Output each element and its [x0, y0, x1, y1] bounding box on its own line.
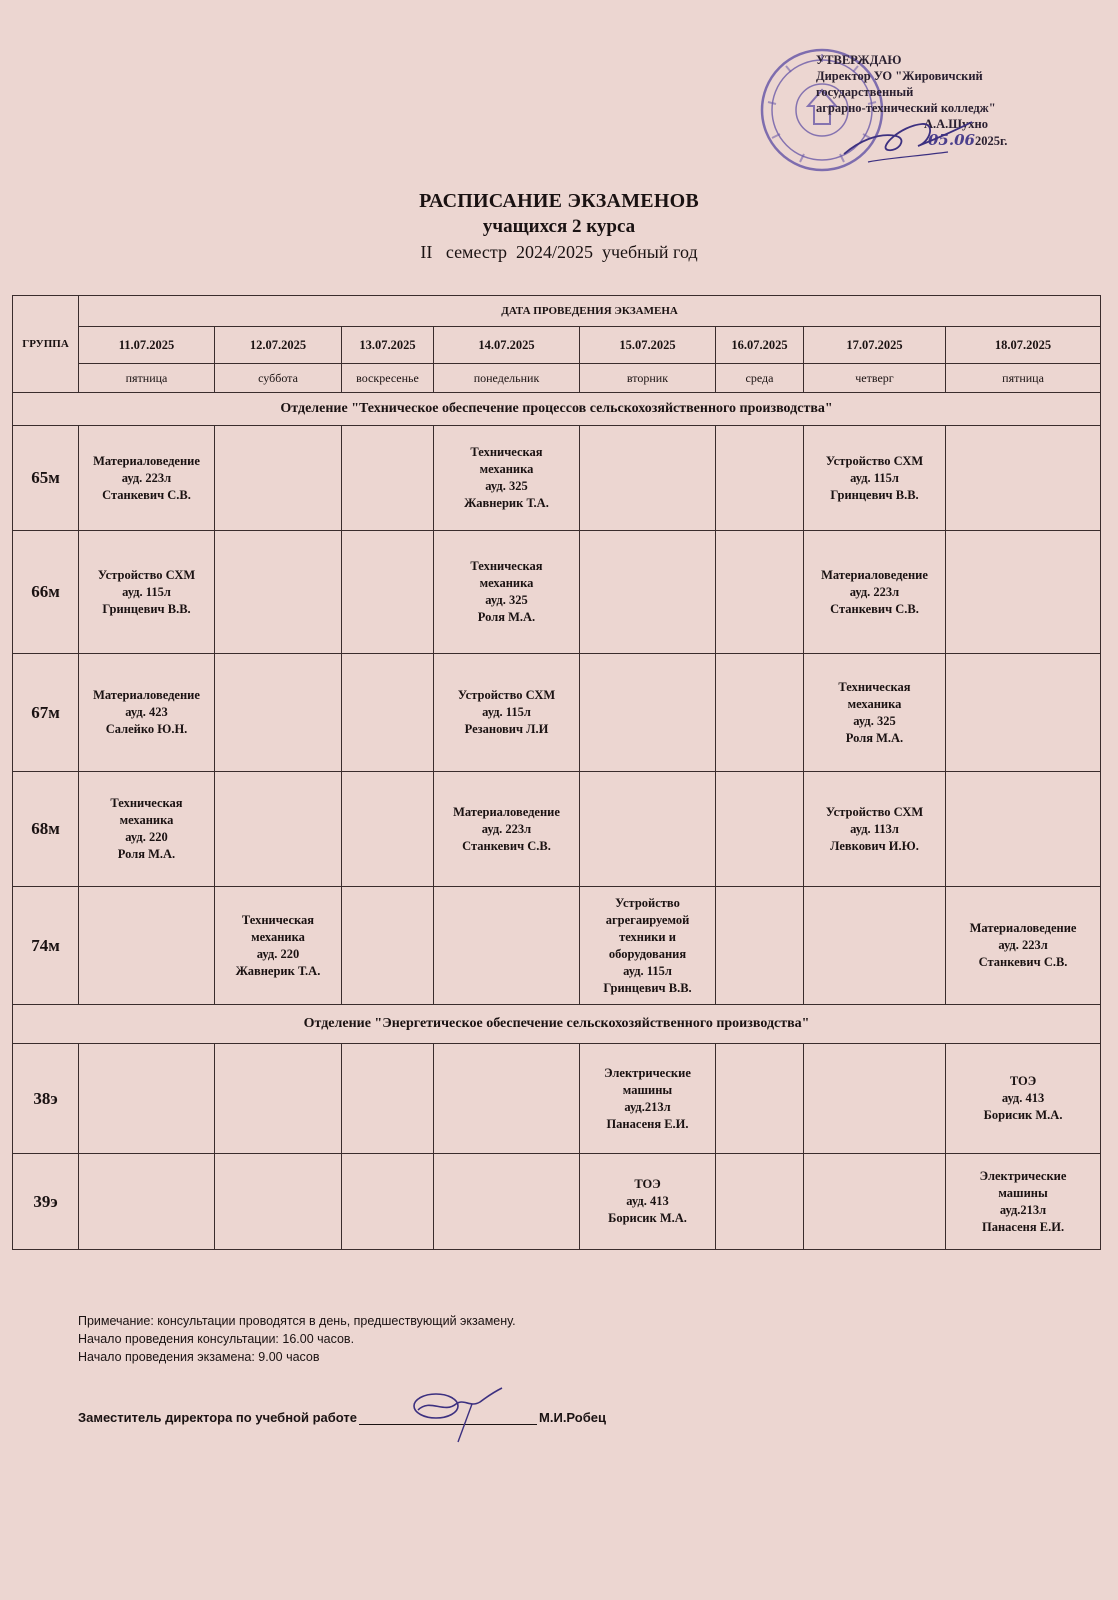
empty-cell — [946, 531, 1101, 654]
exam-subject-cont: механика — [479, 576, 534, 590]
exam-subject-cont: оборудования — [608, 946, 687, 961]
empty-cell — [716, 772, 804, 887]
exam-room: ауд. 413 — [626, 1194, 669, 1208]
empty-cell — [946, 772, 1101, 887]
exam-teacher: Станкевич С.В. — [830, 601, 919, 616]
exam-cell — [946, 1154, 1101, 1250]
exam-room: ауд.213л — [999, 1202, 1047, 1217]
empty-cell — [79, 887, 215, 1005]
exam-room: ауд. 115л — [482, 705, 531, 719]
weekday-cell: среда — [716, 364, 804, 393]
department-technical-header: Отделение "Техническое обеспечение процессов сельскохозяйственного производства" — [13, 393, 1101, 426]
empty-cell — [946, 426, 1101, 531]
exam-subject: Материаловедение — [821, 567, 928, 582]
exam-teacher: Панасеня Е.И. — [982, 1219, 1065, 1234]
exam-subject-cont: машины — [998, 1185, 1048, 1200]
empty-cell — [215, 1044, 342, 1154]
empty-cell — [716, 1154, 804, 1250]
exam-cell — [946, 887, 1101, 1005]
approval-signer: А.А.Шухно — [924, 117, 988, 131]
approval-org-line2: аграрно-технический колледж" — [816, 101, 996, 115]
exam-room: ауд. 115л — [122, 584, 171, 599]
exam-cell — [946, 1044, 1101, 1154]
approval-date-suffix: 2025г. — [974, 134, 1008, 148]
exam-cell — [434, 654, 580, 772]
exam-subject-cont: механика — [479, 462, 534, 476]
title-main: РАСПИСАНИЕ ЭКЗАМЕНОВ — [419, 190, 699, 212]
exam-teacher: Станкевич С.В. — [462, 838, 551, 853]
title-sub: учащихся 2 курса — [482, 216, 636, 237]
group-column-header: ГРУППА — [13, 296, 79, 393]
date-cell: 17.07.2025 — [804, 327, 946, 364]
approval-org-line1: государственный — [816, 85, 914, 99]
exam-room: ауд. 223л — [849, 584, 900, 599]
table-row — [13, 1154, 1101, 1250]
exam-subject-cont: механика — [119, 813, 174, 827]
weekday-header-row — [13, 364, 1101, 393]
exam-room: ауд. 223л — [481, 821, 532, 836]
weekday-cell: вторник — [580, 364, 716, 393]
exam-cell — [215, 887, 342, 1005]
exam-cell — [79, 772, 215, 887]
weekday-cell: воскресенье — [342, 364, 434, 393]
exam-teacher: Станкевич С.В. — [978, 955, 1068, 969]
empty-cell — [716, 887, 804, 1005]
title-semester: II семестр 2024/2025 учебный год — [420, 242, 698, 262]
exam-teacher: Борисик М.А. — [983, 1108, 1063, 1122]
empty-cell — [716, 426, 804, 531]
date-cell: 12.07.2025 — [215, 327, 342, 364]
note-consultation-time: Начало проведения консультации: 16.00 часов. — [78, 1332, 355, 1346]
exam-subject-cont: агрегаируемой — [605, 912, 690, 927]
empty-cell — [580, 531, 716, 654]
notes-block — [78, 1312, 516, 1366]
exam-room: ауд. 223л — [121, 470, 172, 485]
exam-subject: Материаловедение — [453, 804, 560, 819]
exam-teacher: Салейко Ю.Н. — [105, 722, 188, 736]
exam-subject: Устройство СХМ — [825, 804, 924, 819]
date-cell: 14.07.2025 — [434, 327, 580, 364]
exam-room: ауд. 113л — [850, 821, 899, 836]
exam-room: ауд. 413 — [1001, 1091, 1045, 1105]
date-cell: 11.07.2025 — [79, 327, 215, 364]
exam-subject: Материаловедение — [93, 453, 200, 468]
exam-cell — [434, 426, 580, 531]
empty-cell — [716, 1044, 804, 1154]
exam-cell — [804, 531, 946, 654]
exam-teacher: Гринцевич В.В. — [603, 980, 692, 995]
approval-position: Директор УО "Жировичский — [816, 69, 983, 83]
exam-teacher: Роля М.А. — [845, 730, 904, 745]
exam-subject: ТОЭ — [634, 1177, 661, 1191]
exam-subject-cont: машины — [622, 1082, 673, 1097]
exam-teacher: Станкевич С.В. — [102, 487, 191, 502]
exam-cell — [804, 772, 946, 887]
empty-cell — [342, 531, 434, 654]
exam-room: ауд. 223л — [998, 938, 1048, 952]
empty-cell — [580, 426, 716, 531]
group-cell: 39э — [13, 1154, 79, 1250]
exam-room: ауд. 325 — [853, 713, 896, 728]
exam-subject: Устройство СХМ — [457, 688, 556, 702]
empty-cell — [342, 772, 434, 887]
exam-subject: Техническая — [470, 445, 543, 459]
empty-cell — [342, 1044, 434, 1154]
empty-cell — [804, 1154, 946, 1250]
exam-room: ауд. 220 — [256, 946, 300, 961]
empty-cell — [342, 654, 434, 772]
exam-subject: Электрические — [604, 1065, 691, 1080]
exam-subject: Техническая — [838, 679, 911, 694]
empty-cell — [215, 772, 342, 887]
date-cell: 15.07.2025 — [580, 327, 716, 364]
exam-room: ауд.213л — [624, 1099, 671, 1114]
exam-subject: Устройство СХМ — [97, 567, 196, 582]
document-title — [0, 188, 1118, 264]
deputy-signature — [400, 1384, 510, 1444]
exam-teacher: Гринцевич В.В. — [102, 601, 191, 616]
exam-subject: Техническая — [241, 912, 315, 927]
note-exam-time: Начало проведения экзамена: 9.00 часов — [78, 1350, 320, 1364]
weekday-cell: пятница — [946, 364, 1101, 393]
approval-title: УТВЕРЖДАЮ — [816, 53, 902, 67]
exam-room: ауд. 325 — [485, 593, 528, 607]
exam-cell — [79, 531, 215, 654]
empty-cell — [342, 1154, 434, 1250]
weekday-cell: понедельник — [434, 364, 580, 393]
exam-cell — [804, 654, 946, 772]
exam-subject-cont: техники и — [619, 929, 676, 944]
exam-room: ауд. 220 — [125, 830, 168, 844]
exam-room: ауд. 325 — [485, 479, 528, 493]
weekday-cell: пятница — [79, 364, 215, 393]
exam-subject: Устройство СХМ — [825, 453, 924, 468]
table-row — [13, 654, 1101, 772]
empty-cell — [716, 654, 804, 772]
empty-cell — [804, 1044, 946, 1154]
weekday-cell: четверг — [804, 364, 946, 393]
empty-cell — [434, 1044, 580, 1154]
date-cell: 16.07.2025 — [716, 327, 804, 364]
exam-cell — [580, 1044, 716, 1154]
empty-cell — [215, 1154, 342, 1250]
group-cell: 65м — [13, 426, 79, 531]
exam-schedule-table — [12, 295, 1101, 1250]
exam-cell — [434, 772, 580, 887]
signature-footer — [78, 1410, 606, 1425]
empty-cell — [580, 654, 716, 772]
exam-cell — [79, 426, 215, 531]
group-cell: 68м — [13, 772, 79, 887]
empty-cell — [342, 426, 434, 531]
empty-cell — [434, 887, 580, 1005]
exam-teacher: Жавнерик Т.А. — [235, 963, 321, 978]
department-energy-header: Отделение "Энергетическое обеспечение сельскохозяйственного производства" — [13, 1005, 1101, 1044]
exam-room: ауд. 115л — [623, 963, 672, 978]
group-cell: 66м — [13, 531, 79, 654]
exam-cell — [580, 887, 716, 1005]
group-cell: 67м — [13, 654, 79, 772]
table-row — [13, 772, 1101, 887]
table-row — [13, 1044, 1101, 1154]
exam-teacher: Борисик М.А. — [608, 1211, 687, 1225]
deputy-director-position: Заместитель директора по учебной работе — [78, 1410, 358, 1425]
empty-cell — [215, 531, 342, 654]
approval-date-handwritten: 05.06 — [928, 131, 975, 149]
table-row — [13, 887, 1101, 1005]
empty-cell — [804, 887, 946, 1005]
empty-cell — [946, 654, 1101, 772]
director-signature — [838, 112, 978, 172]
date-cell: 13.07.2025 — [342, 327, 434, 364]
empty-cell — [434, 1154, 580, 1250]
exam-teacher: Панасеня Е.И. — [606, 1116, 689, 1131]
exam-cell — [580, 1154, 716, 1250]
weekday-cell: суббота — [215, 364, 342, 393]
table-row — [13, 426, 1101, 531]
exam-subject: Материаловедение — [969, 921, 1077, 935]
exam-teacher: Резанович Л.И — [464, 722, 549, 736]
exam-teacher: Гринцевич В.В. — [830, 487, 919, 502]
exam-subject: Техническая — [110, 796, 183, 810]
exam-subject: Электрические — [979, 1168, 1067, 1183]
exam-cell — [804, 426, 946, 531]
empty-cell — [716, 531, 804, 654]
date-header-row — [13, 327, 1101, 364]
exam-subject-cont: механика — [847, 696, 902, 711]
exam-room: ауд. 115л — [850, 470, 899, 485]
exam-teacher: Роля М.А. — [477, 610, 536, 624]
note-consultation-day: Примечание: консультации проводятся в день, предшествующий экзамену. — [78, 1314, 516, 1328]
exam-subject: Техническая — [470, 559, 543, 573]
group-cell: 38э — [13, 1044, 79, 1154]
table-row — [13, 531, 1101, 654]
deputy-director-name: М.И.Робец — [539, 1410, 606, 1425]
exam-subject: Устройство — [615, 895, 680, 910]
date-span-header: ДАТА ПРОВЕДЕНИЯ ЭКЗАМЕНА — [79, 296, 1101, 327]
empty-cell — [342, 887, 434, 1005]
empty-cell — [215, 654, 342, 772]
group-cell: 74м — [13, 887, 79, 1005]
empty-cell — [215, 426, 342, 531]
exam-subject: Материаловедение — [93, 688, 200, 702]
exam-teacher: Роля М.А. — [117, 847, 176, 861]
empty-cell — [79, 1044, 215, 1154]
exam-subject: ТОЭ — [1009, 1074, 1037, 1088]
exam-room: ауд. 423 — [125, 705, 168, 719]
exam-teacher: Левкович И.Ю. — [830, 838, 919, 853]
exam-subject-cont: механика — [251, 929, 305, 944]
exam-cell — [434, 531, 580, 654]
exam-cell — [79, 654, 215, 772]
empty-cell — [580, 772, 716, 887]
date-cell: 18.07.2025 — [946, 327, 1101, 364]
empty-cell — [79, 1154, 215, 1250]
exam-teacher: Жавнерик Т.А. — [464, 496, 549, 510]
